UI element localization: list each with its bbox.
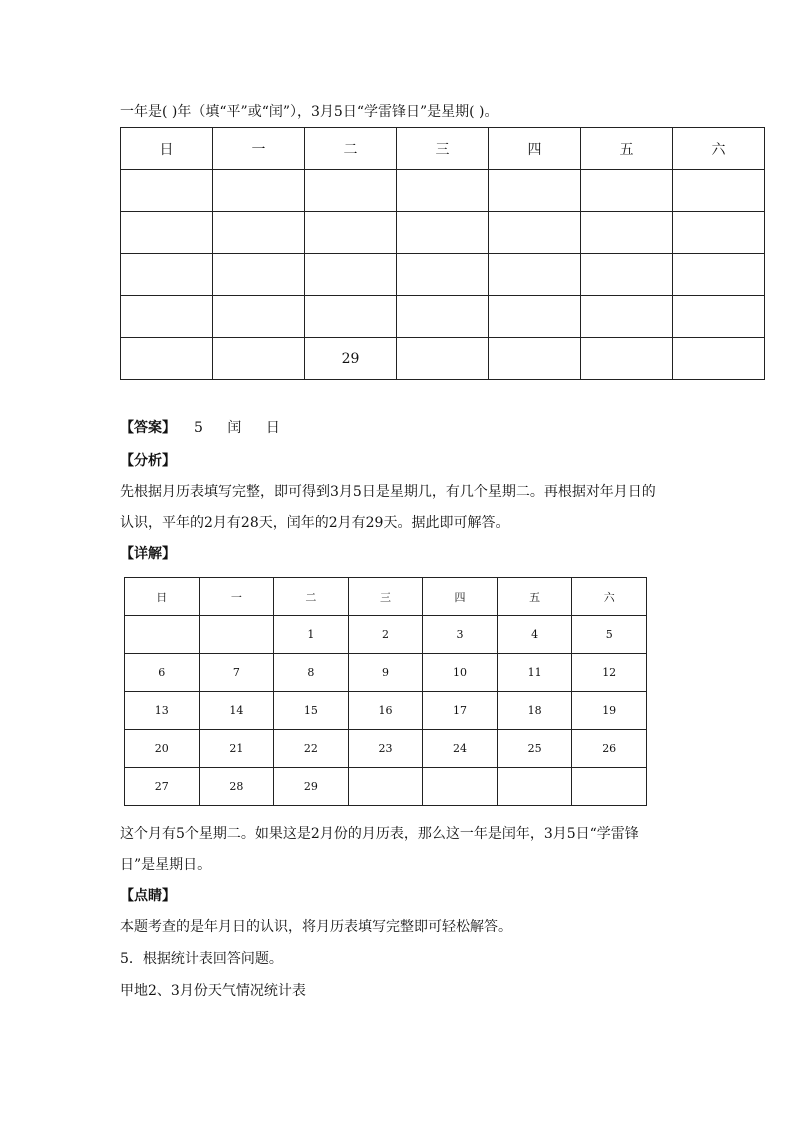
blank-calendar-day-cell (213, 170, 305, 212)
answer-value-1: 5 (194, 420, 203, 436)
blank-calendar-week-row (121, 254, 765, 296)
full-calendar-week-row (125, 768, 647, 806)
full-calendar-header-row (125, 578, 647, 616)
full-calendar-day-cell: 26 (572, 730, 647, 768)
full-calendar-day-cell: 2 (348, 616, 423, 654)
full-calendar-day-cell: 9 (348, 654, 423, 692)
full-calendar-week-row (125, 654, 647, 692)
blank-calendar-day-cell (581, 170, 673, 212)
blank-calendar-day-cell (489, 212, 581, 254)
blank-calendar-day-cell (397, 170, 489, 212)
full-calendar-day-cell: 11 (497, 654, 572, 692)
next-question: 5．根据统计表回答问题。 (120, 951, 283, 967)
blank-calendar-week-row (121, 212, 765, 254)
blank-calendar-day-cell (673, 338, 765, 380)
blank-calendar-day-cell (305, 296, 397, 338)
blank-calendar-week-row (121, 170, 765, 212)
blank-calendar-day-cell (673, 254, 765, 296)
blank-calendar-day-cell (397, 254, 489, 296)
full-calendar-day-cell: 20 (125, 730, 200, 768)
full-calendar-day-cell: 23 (348, 730, 423, 768)
question-text: 一年是( )年（填“平”或“闰”），3月5日“学雷锋日”是星期( )。 (120, 104, 499, 120)
full-calendar-week-row (125, 616, 647, 654)
full-calendar-day-cell: 12 (572, 654, 647, 692)
blank-calendar-day-cell (397, 296, 489, 338)
full-calendar-day-cell: 14 (199, 692, 274, 730)
blank-calendar-day-cell (397, 212, 489, 254)
full-calendar-day-cell: 4 (497, 616, 572, 654)
full-calendar-day-cell: 24 (423, 730, 498, 768)
blank-calendar-day-cell (213, 254, 305, 296)
blank-calendar-day-cell (489, 338, 581, 380)
full-calendar-day-cell: 29 (274, 768, 349, 806)
blank-calendar-day-cell (121, 296, 213, 338)
full-calendar-day-cell: 3 (423, 616, 498, 654)
full-calendar-weekday-header: 六 (572, 578, 647, 616)
blank-calendar-day-cell (121, 212, 213, 254)
conclusion-line-1: 这个月有5个星期二。如果这是2月份的月历表，那么这一年是闰年，3月5日“学雷锋 (120, 826, 639, 842)
blank-calendar-day-cell (489, 254, 581, 296)
blank-calendar-day-cell (673, 296, 765, 338)
blank-calendar-day-cell (213, 296, 305, 338)
blank-calendar-weekday-header: 六 (673, 128, 765, 170)
full-calendar-table (124, 577, 647, 806)
conclusion-line-2: 日”是星期日。 (120, 857, 212, 873)
blank-calendar-day-cell (581, 212, 673, 254)
blank-calendar-day-cell (305, 254, 397, 296)
full-calendar-day-cell: 19 (572, 692, 647, 730)
full-calendar-day-cell: 1 (274, 616, 349, 654)
blank-calendar-weekday-header: 一 (213, 128, 305, 170)
blank-calendar-day-cell (673, 212, 765, 254)
full-calendar-day-cell: 21 (199, 730, 274, 768)
blank-calendar-weekday-header: 三 (397, 128, 489, 170)
analysis-label: 【分析】 (120, 453, 176, 469)
blank-calendar-week-row (121, 296, 765, 338)
full-calendar-day-cell (572, 768, 647, 806)
full-calendar-weekday-header: 日 (125, 578, 200, 616)
full-calendar-day-cell: 28 (199, 768, 274, 806)
full-calendar-weekday-header: 二 (274, 578, 349, 616)
blank-calendar-day-cell (581, 338, 673, 380)
full-calendar-day-cell (348, 768, 423, 806)
blank-calendar-day-cell (581, 296, 673, 338)
answer-label: 【答案】 (120, 420, 176, 436)
blank-calendar-week-row (121, 338, 765, 380)
full-calendar-week-row (125, 730, 647, 768)
blank-calendar-table (120, 127, 765, 380)
full-calendar-day-cell: 5 (572, 616, 647, 654)
full-calendar-day-cell (199, 616, 274, 654)
full-calendar-day-cell: 16 (348, 692, 423, 730)
blank-calendar-weekday-header: 五 (581, 128, 673, 170)
blank-calendar-day-cell (213, 212, 305, 254)
blank-calendar-day-cell (397, 338, 489, 380)
stats-table-title: 甲地2、3月份天气情况统计表 (120, 983, 306, 999)
blank-calendar-weekday-header: 日 (121, 128, 213, 170)
full-calendar-day-cell (497, 768, 572, 806)
blank-calendar-day-cell (305, 212, 397, 254)
comment-text: 本题考查的是年月日的认识，将月历表填写完整即可轻松解答。 (120, 919, 512, 935)
blank-calendar-day-cell (489, 170, 581, 212)
full-calendar-day-cell: 6 (125, 654, 200, 692)
analysis-line-1: 先根据月历表填写完整，即可得到3月5日是星期几，有几个星期二。再根据对年月日的 (120, 484, 656, 500)
full-calendar-day-cell: 22 (274, 730, 349, 768)
full-calendar-day-cell: 7 (199, 654, 274, 692)
full-calendar-weekday-header: 三 (348, 578, 423, 616)
full-calendar-day-cell: 27 (125, 768, 200, 806)
blank-calendar-weekday-header: 四 (489, 128, 581, 170)
full-calendar-weekday-header: 五 (497, 578, 572, 616)
full-calendar-weekday-header: 四 (423, 578, 498, 616)
blank-calendar-day-cell: 29 (305, 338, 397, 380)
blank-calendar-day-cell (121, 170, 213, 212)
full-calendar-day-cell: 13 (125, 692, 200, 730)
full-calendar-day-cell: 18 (497, 692, 572, 730)
blank-calendar-day-cell (489, 296, 581, 338)
blank-calendar-weekday-header: 二 (305, 128, 397, 170)
full-calendar-day-cell: 10 (423, 654, 498, 692)
answer-values (194, 418, 300, 438)
answer-value-3: 日 (265, 420, 280, 436)
blank-calendar-day-cell (305, 170, 397, 212)
full-calendar-day-cell: 17 (423, 692, 498, 730)
blank-calendar-header-row (121, 128, 765, 170)
full-calendar-day-cell: 25 (497, 730, 572, 768)
answer-value-2: 闰 (227, 420, 242, 436)
blank-calendar-day-cell (673, 170, 765, 212)
full-calendar-day-cell (125, 616, 200, 654)
full-calendar-day-cell: 15 (274, 692, 349, 730)
blank-calendar-day-cell (121, 338, 213, 380)
analysis-line-2: 认识，平年的2月有28天，闰年的2月有29天。据此即可解答。 (120, 515, 510, 531)
blank-calendar-day-cell (121, 254, 213, 296)
detail-label: 【详解】 (120, 546, 176, 562)
full-calendar-day-cell: 8 (274, 654, 349, 692)
blank-calendar-day-cell (581, 254, 673, 296)
full-calendar-week-row (125, 692, 647, 730)
comment-label: 【点睛】 (120, 888, 176, 904)
blank-calendar-day-cell (213, 338, 305, 380)
full-calendar-weekday-header: 一 (199, 578, 274, 616)
full-calendar-day-cell (423, 768, 498, 806)
